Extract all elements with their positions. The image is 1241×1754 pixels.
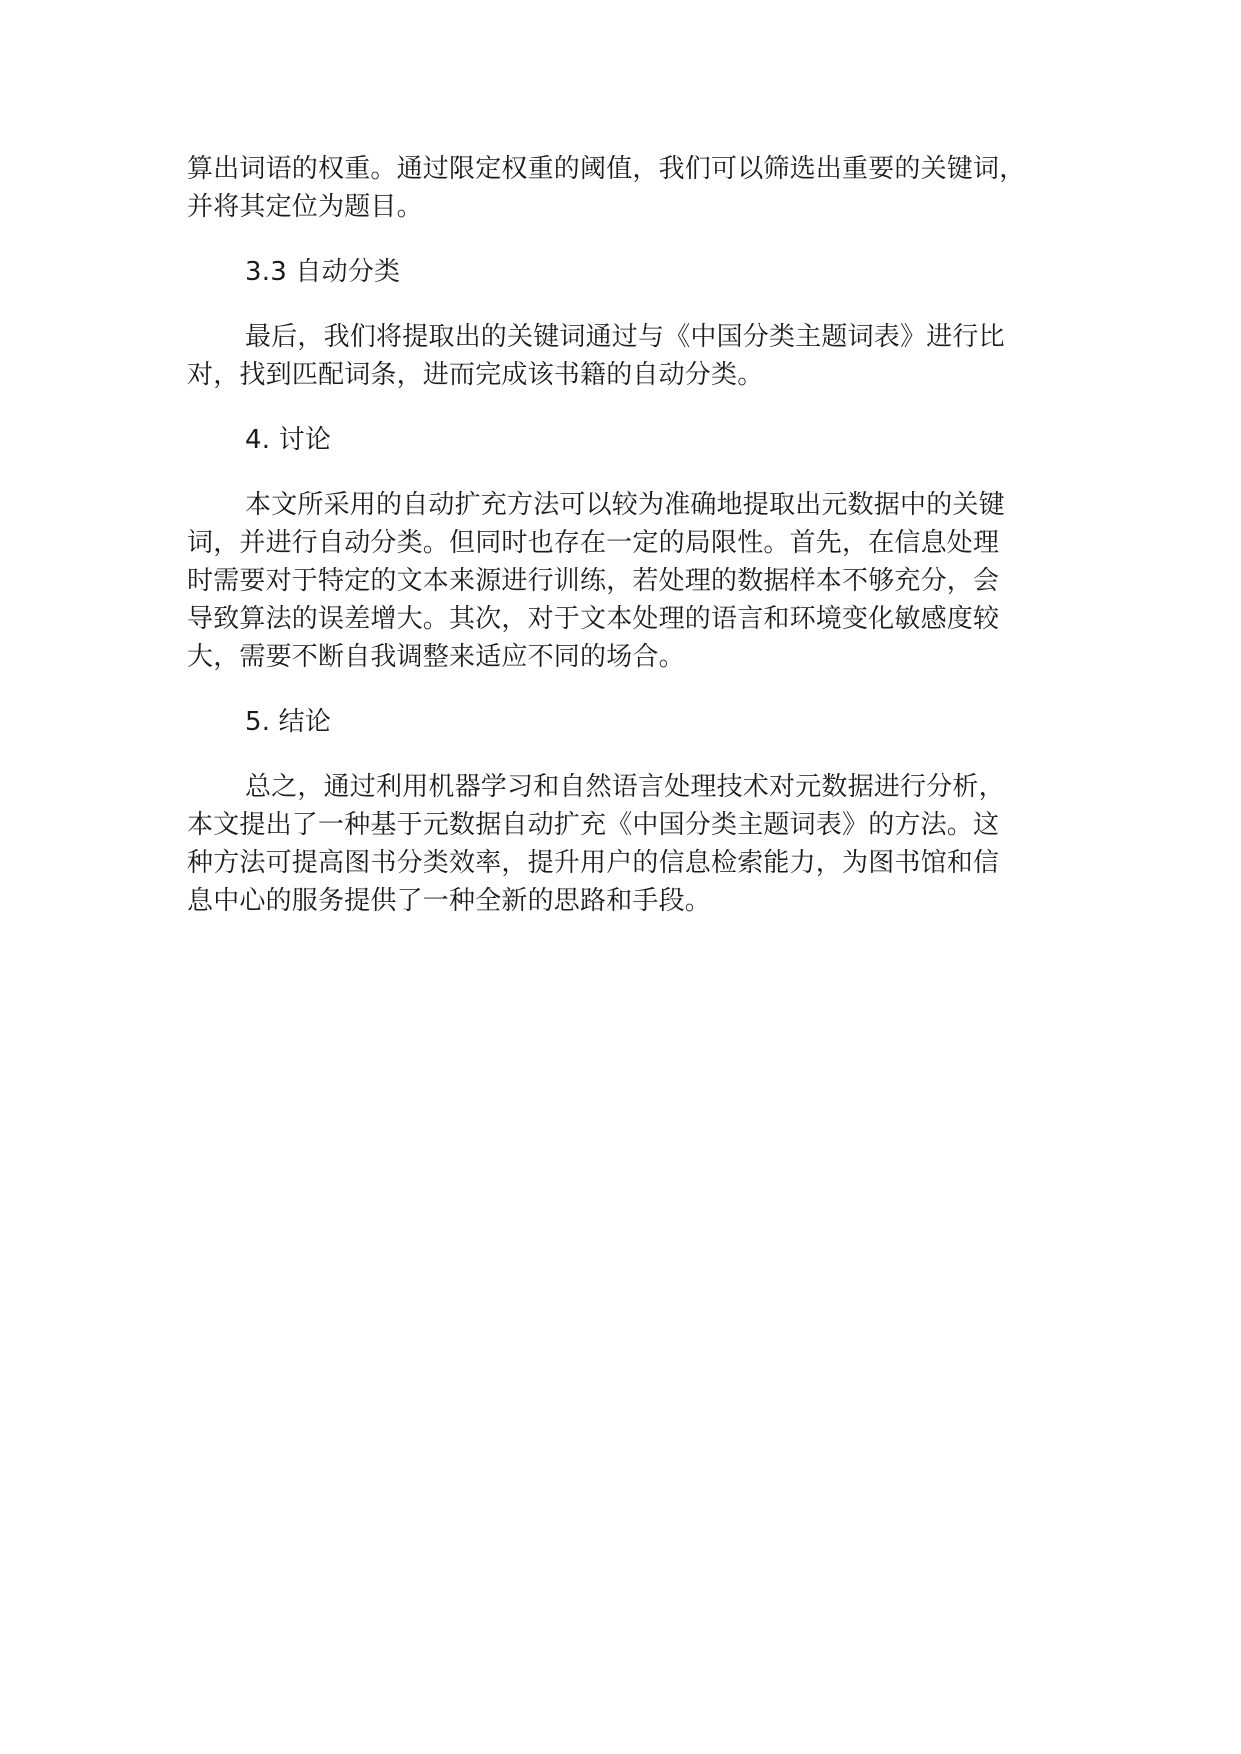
paragraph [187, 318, 1087, 394]
text-line: 算出词语的权重。通过限定权重的阈值，我们可以筛选出重要的关键词， [187, 154, 1026, 184]
text-line: 导致算法的误差增大。其次，对于文本处理的语言和环境变化敏感度较 [187, 604, 1000, 634]
paragraph [187, 768, 1087, 920]
text-line: 本文提出了一种基于元数据自动扩充《中国分类主题词表》的方法。这 [187, 810, 1000, 840]
text-line: 大，需要不断自我调整来适应不同的场合。 [187, 642, 685, 672]
section-heading: 4. 讨论 [245, 425, 332, 455]
text-line: 息中心的服务提供了一种全新的思路和手段。 [187, 886, 712, 916]
paragraph [187, 486, 1087, 676]
text-line: 词，并进行自动分类。但同时也存在一定的局限性。首先，在信息处理 [187, 528, 1000, 558]
paragraph-continuation [187, 150, 1087, 226]
document-body [187, 150, 1087, 920]
text-line: 时需要对于特定的文本来源进行训练，若处理的数据样本不够充分，会 [187, 566, 1000, 596]
text-line: 对，找到匹配词条，进而完成该书籍的自动分类。 [187, 360, 764, 390]
text-line: 本文所采用的自动扩充方法可以较为准确地提取出元数据中的关键 [245, 490, 1005, 520]
text-line: 并将其定位为题目。 [187, 192, 423, 222]
text-line: 最后，我们将提取出的关键词通过与《中国分类主题词表》进行比 [245, 322, 1005, 352]
section-heading: 3.3 自动分类 [245, 257, 401, 287]
text-line: 种方法可提高图书分类效率，提升用户的信息检索能力，为图书馆和信 [187, 848, 1000, 878]
section-heading: 5. 结论 [245, 707, 332, 737]
text-line: 总之，通过利用机器学习和自然语言处理技术对元数据进行分析， [245, 772, 1005, 802]
